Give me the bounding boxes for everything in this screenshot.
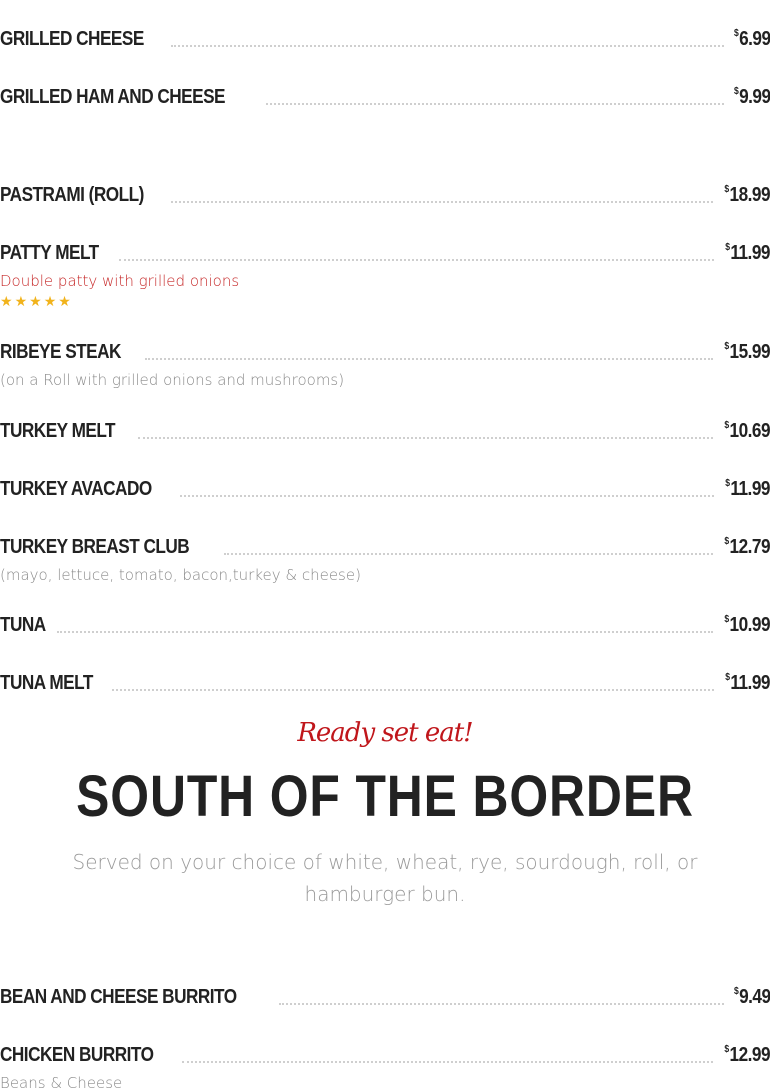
menu-item bbox=[0, 664, 770, 694]
menu-item-price bbox=[725, 242, 770, 264]
price-value: 9.49 bbox=[738, 986, 770, 1008]
menu-item-name: GRILLED HAM AND CHEESE bbox=[0, 86, 225, 108]
menu-item bbox=[0, 606, 770, 636]
menu-item-description: Double patty with grilled onions bbox=[0, 272, 240, 290]
menu-item-price bbox=[733, 86, 770, 108]
currency-symbol: $ bbox=[724, 1044, 729, 1055]
currency-symbol: $ bbox=[725, 672, 730, 683]
dotted-leader bbox=[266, 102, 724, 105]
menu-item-row bbox=[0, 78, 770, 108]
menu-item-name: TURKEY AVACADO bbox=[0, 478, 152, 500]
menu-item bbox=[0, 78, 770, 108]
menu-item-price bbox=[725, 672, 770, 694]
dotted-leader bbox=[224, 552, 713, 555]
menu-item-row bbox=[0, 20, 770, 50]
menu-item bbox=[0, 412, 770, 442]
price-value: 11.99 bbox=[730, 672, 770, 694]
menu-item-price bbox=[724, 1044, 770, 1066]
menu-item-name: TUNA bbox=[0, 614, 46, 636]
menu-item-name: GRILLED CHEESE bbox=[0, 28, 144, 50]
currency-symbol: $ bbox=[724, 536, 729, 547]
section-title: SOUTH OF THE BORDER bbox=[76, 764, 694, 829]
currency-symbol: $ bbox=[733, 86, 738, 97]
menu-item-name: CHICKEN BURRITO bbox=[0, 1044, 154, 1066]
star-icon: ★ bbox=[58, 293, 71, 309]
menu-item-row bbox=[0, 978, 770, 1008]
star-icon: ★ bbox=[43, 293, 57, 309]
price-value: 11.99 bbox=[730, 242, 770, 264]
dotted-leader bbox=[119, 258, 714, 261]
dotted-leader bbox=[279, 1002, 723, 1005]
menu-item-price bbox=[725, 478, 770, 500]
menu-item-row bbox=[0, 470, 770, 500]
menu-item-name: RIBEYE STEAK bbox=[0, 341, 121, 363]
star-icon: ★ bbox=[29, 293, 42, 309]
menu-item-row bbox=[0, 528, 770, 558]
currency-symbol: $ bbox=[724, 184, 729, 195]
currency-symbol: $ bbox=[724, 420, 729, 431]
dotted-leader bbox=[145, 357, 713, 360]
menu-item bbox=[0, 176, 770, 206]
currency-symbol: $ bbox=[733, 28, 738, 39]
menu-item bbox=[0, 20, 770, 50]
currency-symbol: $ bbox=[724, 341, 729, 352]
menu-item-row bbox=[0, 1036, 770, 1066]
dotted-leader bbox=[57, 630, 713, 633]
dotted-leader bbox=[138, 436, 713, 439]
price-value: 11.99 bbox=[730, 478, 770, 500]
menu-item-price bbox=[724, 184, 770, 206]
currency-symbol: $ bbox=[725, 478, 730, 489]
menu-item-price bbox=[724, 420, 770, 442]
menu-item-row bbox=[0, 333, 770, 363]
dotted-leader bbox=[171, 44, 723, 47]
menu-item bbox=[0, 978, 770, 1008]
section-tagline: Ready set eat! bbox=[297, 718, 473, 748]
menu-item-name: PASTRAMI (ROLL) bbox=[0, 184, 144, 206]
currency-symbol: $ bbox=[725, 242, 730, 253]
star-icon: ★ bbox=[14, 293, 28, 309]
menu-item-row bbox=[0, 412, 770, 442]
menu-item-description: Beans & Cheese bbox=[0, 1074, 123, 1092]
menu-item bbox=[0, 528, 770, 584]
dotted-leader bbox=[180, 494, 714, 497]
menu-item-row bbox=[0, 606, 770, 636]
currency-symbol: $ bbox=[724, 614, 729, 625]
menu-item-row bbox=[0, 234, 770, 264]
price-value: 10.99 bbox=[729, 614, 770, 636]
price-value: 10.69 bbox=[729, 420, 770, 442]
menu-item-row bbox=[0, 176, 770, 206]
price-value: 9.99 bbox=[738, 86, 770, 108]
menu-item bbox=[0, 234, 770, 308]
price-value: 12.79 bbox=[729, 536, 770, 558]
menu-item-description: (on a Roll with grilled onions and mushrooms) bbox=[0, 371, 345, 389]
menu-item bbox=[0, 470, 770, 500]
menu-item-price bbox=[724, 614, 770, 636]
menu-item-row bbox=[0, 664, 770, 694]
menu-item-name: PATTY MELT bbox=[0, 242, 99, 264]
rating-stars bbox=[0, 294, 770, 308]
menu-item-name: BEAN AND CHEESE BURRITO bbox=[0, 986, 237, 1008]
menu-item-price bbox=[724, 341, 770, 363]
menu-item-price bbox=[733, 28, 770, 50]
currency-symbol: $ bbox=[733, 986, 738, 997]
menu-item-description: (mayo, lettuce, tomato, bacon,turkey & cheese) bbox=[0, 566, 361, 584]
menu-item-name: TURKEY MELT bbox=[0, 420, 116, 442]
menu-item-price bbox=[724, 536, 770, 558]
price-value: 15.99 bbox=[729, 341, 770, 363]
price-value: 12.99 bbox=[729, 1044, 770, 1066]
dotted-leader bbox=[112, 688, 714, 691]
menu-item-name: TURKEY BREAST CLUB bbox=[0, 536, 190, 558]
menu-item-name: TUNA MELT bbox=[0, 672, 93, 694]
price-value: 18.99 bbox=[729, 184, 770, 206]
price-value: 6.99 bbox=[738, 28, 770, 50]
menu-item-price bbox=[733, 986, 770, 1008]
star-icon: ★ bbox=[0, 293, 13, 309]
dotted-leader bbox=[182, 1060, 713, 1063]
section-subtitle: Served on your choice of white, wheat, rye, sourdough, roll, or hamburger bun. bbox=[72, 850, 698, 906]
menu-item bbox=[0, 333, 770, 389]
dotted-leader bbox=[171, 200, 713, 203]
